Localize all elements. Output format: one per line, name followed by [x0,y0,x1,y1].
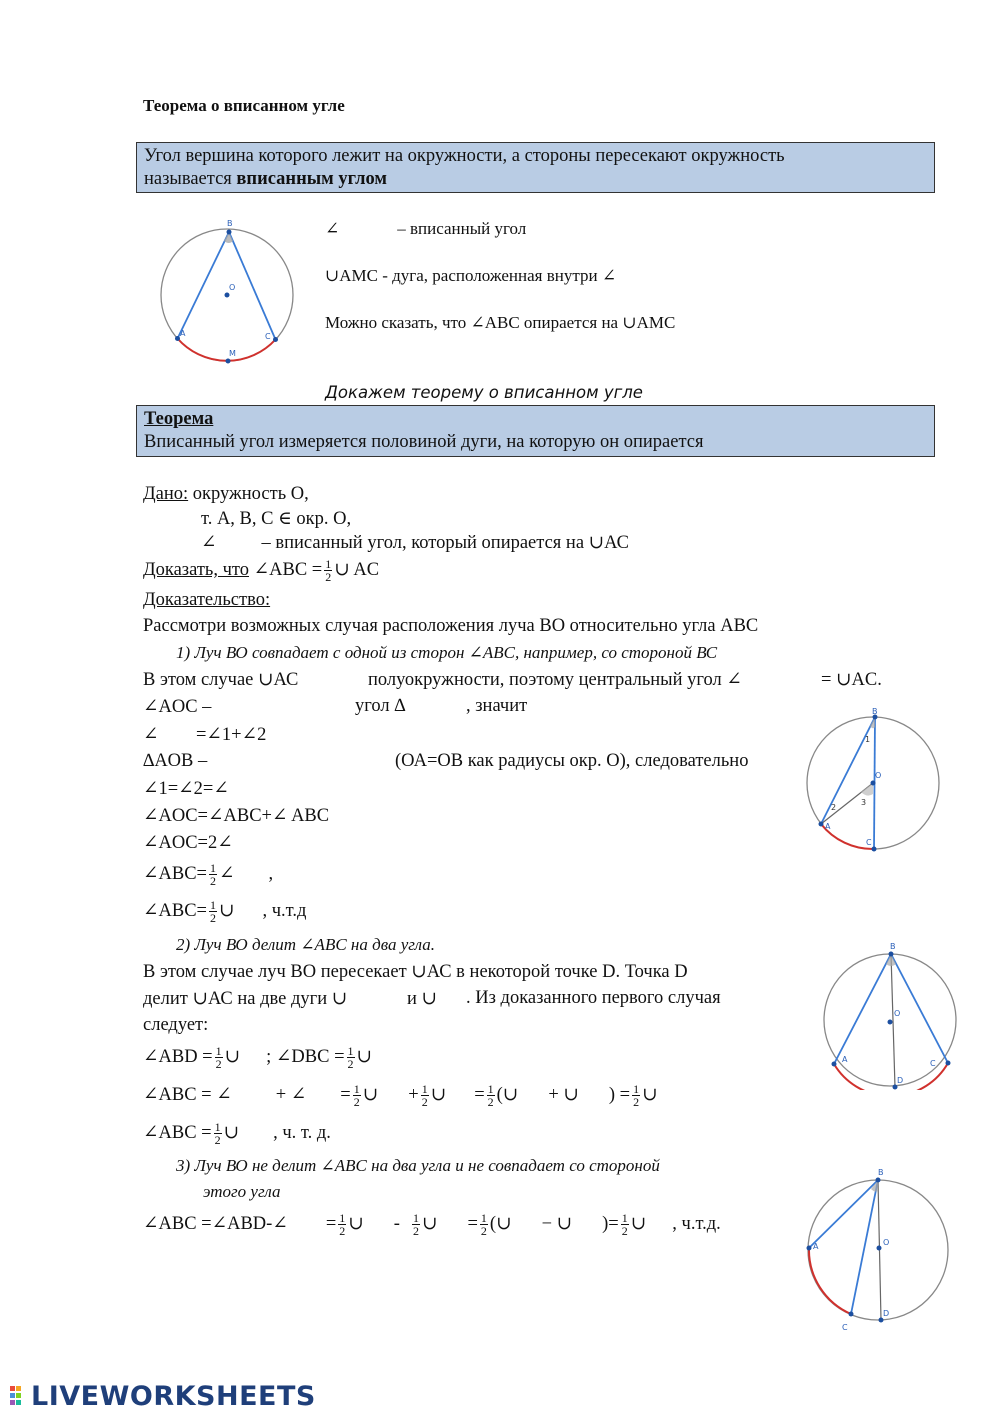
theorem-heading: Теорема [144,409,214,429]
fraction-num: 1 [633,1082,640,1096]
fraction-num: 1 [339,1211,346,1225]
note-line1-text: – вписанный угол [397,219,527,238]
point-c [849,1312,854,1317]
logo-mark-icon [10,1384,28,1408]
fraction [215,1045,223,1070]
point-m [226,359,231,364]
case1-l9 [143,899,306,924]
case2-l4b: ∪ [224,1046,241,1067]
label-c: C [842,1323,848,1332]
label-b: B [878,1168,884,1177]
figure-case2 [820,940,960,1090]
note-line2: ∪AMC - дуга, расположенная внутри ∠ [325,266,617,285]
fraction-den: 2 [209,874,216,888]
case2-l4 [143,1045,372,1070]
case2-l6b: ∪ [223,1122,240,1143]
fraction-num: 1 [209,861,216,875]
label-d: D [883,1309,890,1318]
fraction-den: 2 [353,1095,360,1109]
proof-label: Доказательство: [143,590,271,610]
label-o: O [229,283,236,292]
definition-line1: Угол вершина которого лежит на окружности, а стороны пересекают окружность [144,146,785,166]
fraction-den: 2 [487,1095,494,1109]
case3-lc: ∪ [348,1213,364,1234]
given-line3 [201,532,629,554]
given-circle: окружность О, [188,484,309,504]
page-title: Теорема о вписанном угле [143,96,345,115]
case2-l5i: + ∪ [548,1084,579,1105]
fraction [421,1083,429,1108]
case2-l4d: ∪ [356,1046,373,1067]
case1-l9-end: , ч.т.д [262,900,307,921]
fraction-den: 2 [421,1095,428,1109]
fraction-num: 1 [353,1082,360,1096]
liveworksheets-logo[interactable] [10,1381,316,1412]
case2-l3: следует: [143,1015,209,1035]
fraction-den: 2 [480,1224,487,1238]
fraction-den: 2 [325,570,332,584]
case2-l6a: ∠ABC = [143,1122,212,1143]
case1-l9-right: ∪ [218,900,235,921]
case1-l2c: , значит [466,696,528,716]
case1-l3a: ∠ [143,725,159,745]
fraction [324,558,332,583]
angle-symbol: ∠ [325,219,340,238]
fraction [353,1083,361,1108]
prove-line [143,558,379,583]
side-ba [809,1180,878,1248]
case1-l1b: полуокружности, поэтому центральный угол ∠ [368,670,742,690]
figure-case1 [803,706,943,856]
fraction-den: 2 [621,1224,628,1238]
case1-l4b: (ОА=ОВ как радиусы окр. О), следовательно [395,751,749,771]
case2-l5d: ∪ [362,1084,379,1105]
point-o [871,781,876,786]
note-line3: Можно сказать, что ∠ABC опирается на ∪AMC [325,313,676,332]
arc-amc [178,339,276,361]
case1-l3b: =∠1+∠2 [196,725,267,745]
point-b [227,230,232,235]
fraction [338,1212,346,1237]
fraction-den: 2 [215,1057,222,1071]
case3-heading-l2: этого угла [203,1182,281,1201]
label-a: A [813,1242,819,1251]
side-ba [834,954,891,1064]
case3-lb: = [325,1213,337,1234]
point-c [872,847,877,852]
fraction [214,1121,222,1146]
label-m: M [229,349,236,358]
case1-l8 [143,862,273,887]
proof-intro: Докажем теорему о вписанном угле [325,383,643,402]
prove-expr-right: ∪ AC [334,559,380,580]
point-d [893,1085,898,1090]
case2-l5c: = [340,1084,351,1105]
side-bc [229,232,276,340]
label-o: O [875,771,882,780]
fraction [209,899,217,924]
given-line3-text: – вписанный угол, который опирается на ∪АС [261,533,629,553]
fraction-num: 1 [325,557,332,571]
fraction-den: 2 [412,1224,419,1238]
label-o: O [894,1009,901,1018]
fraction-num: 1 [214,1120,221,1134]
fraction-den: 2 [209,911,216,925]
arc-ac [809,1248,851,1314]
fraction-den: 2 [347,1057,354,1071]
given-line1 [143,484,309,505]
case2-l5f: ∪ [430,1084,447,1105]
label-c: C [866,838,872,847]
case3-la: ∠ABC =∠ABD-∠ [143,1213,288,1234]
point-a [819,822,824,827]
label-b: B [227,219,233,228]
definition-term: вписанным углом [236,169,387,189]
case2-l5k: ∪ [642,1084,658,1105]
angle3-mark [861,783,873,796]
case1-l1a: В этом случае ∪АС [143,670,299,690]
point-c [946,1061,951,1066]
case3-le: ∪ [421,1213,438,1234]
fraction-den: 2 [214,1133,221,1147]
side-ba [178,232,230,339]
definition-line2 [144,169,387,190]
case3-lk: , ч.т.д. [672,1213,721,1234]
case3-ld: - [393,1213,400,1234]
point-d [879,1318,884,1323]
case2-l2a: делит ∪АС на две дуги ∪ [143,989,348,1009]
label-a: A [842,1055,848,1064]
case2-l6c: , ч. т. д. [273,1122,331,1143]
point-c [273,337,278,342]
case3-lf: = [467,1213,478,1234]
case2-l6 [143,1121,331,1146]
label-angle1: 1 [865,735,871,744]
figure-inscribed-angle [155,215,300,370]
fraction [347,1045,355,1070]
note-line1 [325,219,526,239]
case3-heading-l1: 3) Луч ВО не делит ∠ABC на два угла и не совпадает со стороной [176,1156,660,1175]
case2-l5e: + [408,1084,419,1105]
fraction [487,1083,495,1108]
case3-li: )= [602,1213,619,1234]
given-label: Дано: [143,484,189,504]
case2-l4a: ∠ABD = [143,1046,213,1067]
fraction-den: 2 [633,1095,640,1109]
case1-l8-right: ∠ [218,863,235,884]
fraction-num: 1 [412,1211,419,1225]
case2-l5b: + ∠ [275,1084,307,1105]
case2-l5a: ∠ABC = ∠ [143,1084,232,1105]
label-c: C [930,1059,936,1068]
definition-box [136,142,935,193]
label-a: A [180,329,186,338]
fraction-num: 1 [347,1044,354,1058]
label-b: B [890,942,896,951]
case2-l5j: ) = [608,1084,631,1105]
point-a [832,1062,837,1067]
label-c: C [265,332,271,341]
label-angle3: 3 [861,798,867,807]
case1-heading: 1) Луч ВО совпадает с одной из сторон ∠ABC, например, со стороной ВС [176,643,718,662]
case1-l6: ∠AOC=∠ABC+∠ ABC [143,806,330,826]
case1-l8-left: ∠ABC= [143,863,207,884]
label-a: A [825,822,831,831]
case1-l8-end: , [268,863,274,884]
fraction-num: 1 [215,1044,222,1058]
fraction-num: 1 [209,898,216,912]
case2-l5 [143,1083,658,1108]
point-b [876,1178,881,1183]
definition-prefix: называется [144,169,237,189]
case2-heading: 2) Луч ВО делит ∠ABC на два угла. [176,935,436,954]
case3-line [143,1212,721,1237]
fraction-num: 1 [487,1082,494,1096]
case1-l4a: ∆AOB – [143,751,208,771]
case1-l9-left: ∠ABC= [143,900,207,921]
side-bc [851,1180,878,1314]
fraction-den: 2 [339,1224,346,1238]
case3-lg: (∪ [489,1213,512,1234]
label-d: D [897,1076,904,1085]
case2-l5h: (∪ [496,1084,519,1105]
fraction [209,862,217,887]
case1-l2b: угол ∆ [355,696,406,716]
point-o [888,1020,893,1025]
fraction-num: 1 [621,1211,628,1225]
given-line2: т. А, В, С ∈ окр. О, [201,509,352,529]
point-b [889,952,894,957]
fraction [621,1212,629,1237]
case2-l1: В этом случае луч ВО пересекает ∪АС в некоторой точке D. Точка D [143,962,688,982]
fraction [632,1083,640,1108]
fraction [412,1212,420,1237]
given-angle-symbol: ∠ [201,533,217,553]
label-o: O [883,1238,890,1247]
case3-lj: ∪ [630,1213,647,1234]
case1-l5: ∠1=∠2=∠ [143,779,229,799]
theorem-box [136,405,935,457]
prove-expr-left: ∠ABC = [253,559,323,580]
fraction [480,1212,488,1237]
consider-line: Рассмотри возможных случая расположения луча ВО относительно угла АВС [143,616,759,636]
case1-l1c: = ∪AC. [821,670,882,690]
fraction-num: 1 [480,1211,487,1225]
figure-case3 [800,1162,950,1332]
fraction-num: 1 [421,1082,428,1096]
case3-lh: − ∪ [541,1213,573,1234]
case1-l7: ∠AOC=2∠ [143,833,233,853]
case2-l2c: . Из доказанного первого случая [466,988,721,1008]
label-b: B [872,707,878,716]
case2-l2b: и ∪ [407,989,438,1009]
point-a [807,1246,812,1251]
point-o [225,293,230,298]
case2-l4c: ; ∠DBC = [266,1046,345,1067]
logo-text: LIVEWORKSHEETS [31,1381,316,1412]
point-o [877,1246,882,1251]
case1-l2a: ∠AOC – [143,697,212,717]
case2-l5g: = [474,1084,485,1105]
prove-label: Доказать, что [143,559,249,580]
theorem-statement: Вписанный угол измеряется половиной дуги, на которую он опирается [144,432,704,452]
label-angle2: 2 [831,803,837,812]
